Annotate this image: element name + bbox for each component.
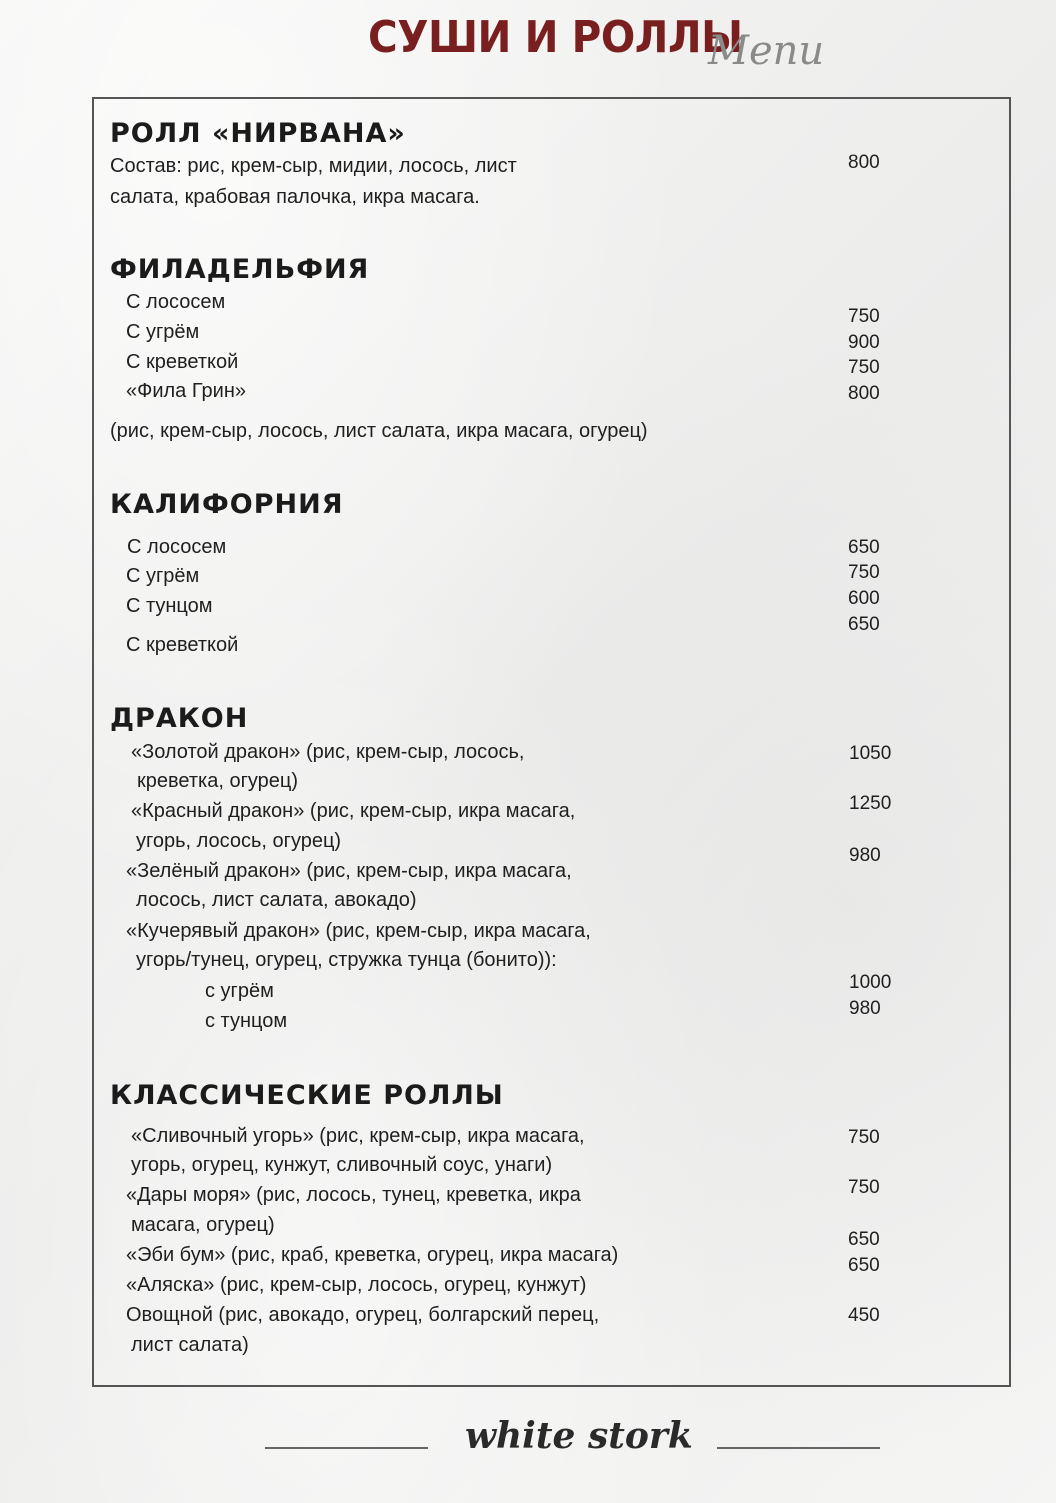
classic-price: 650 [848,1255,880,1276]
california-item: С лососем [127,536,227,558]
dragon-line: лосось, лист салата, авокадо) [136,889,417,911]
california-price: 750 [848,562,880,583]
menu-script-label: Menu [708,28,825,74]
classic-price: 750 [848,1177,880,1198]
philadelphia-note: (рис, крем-сыр, лосось, лист салата, икра масага, огурец) [110,420,648,442]
classic-line: «Сливочный угорь» (рис, крем-сыр, икра масага, [131,1125,585,1147]
philadelphia-item: С угрём [126,321,200,343]
dragon-line: с угрём [205,980,274,1002]
footer-logo-white: white [465,1415,576,1457]
classic-line: «Аляска» (рис, крем-сыр, лосось, огурец, кунжут) [126,1274,587,1296]
classic-price: 650 [848,1229,880,1250]
california-price: 650 [848,614,880,635]
philadelphia-item: С креветкой [126,351,239,373]
dragon-price: 980 [849,845,881,866]
classic-line: «Дары моря» (рис, лосось, тунец, креветка, икра [126,1184,581,1206]
classic-price: 450 [848,1305,880,1326]
classic-line: «Эби бум» (рис, краб, креветка, огурец, икра масага) [126,1244,619,1266]
footer-divider-right [717,1447,880,1449]
dragon-price: 1050 [849,743,892,764]
philadelphia-price: 750 [848,306,880,327]
nirvana-desc-line2: салата, крабовая палочка, икра масага. [110,186,480,208]
section-title-california: КАЛИФОРНИЯ [110,489,344,520]
section-title-classic: КЛАССИЧЕСКИЕ РОЛЛЫ [110,1080,504,1111]
dragon-line: с тунцом [205,1010,288,1032]
dragon-line: «Красный дракон» (рис, крем-сыр, икра масага, [131,800,576,822]
dragon-line: «Зелёный дракон» (рис, крем-сыр, икра масага, [126,860,572,882]
philadelphia-price: 900 [848,332,880,353]
nirvana-desc-line1: Состав: рис, крем-сыр, мидии, лосось, лист [110,155,517,177]
philadelphia-price: 750 [848,357,880,378]
philadelphia-price: 800 [848,383,880,404]
section-title-nirvana: РОЛЛ «НИРВАНА» [110,118,406,149]
classic-line: Овощной (рис, авокадо, огурец, болгарский перец, [126,1304,600,1326]
dragon-price: 1250 [849,793,892,814]
section-title-dragon: ДРАКОН [110,703,249,734]
philadelphia-item: «Фила Грин» [126,380,247,402]
classic-price: 750 [848,1127,880,1148]
page-title: СУШИ И РОЛЛЫ [368,12,743,63]
classic-line: масага, огурец) [131,1214,275,1236]
california-item: С креветкой [126,634,239,656]
dragon-line: «Кучерявый дракон» (рис, крем-сыр, икра масага, [126,920,591,942]
dragon-line: угорь/тунец, огурец, стружка тунца (бонито)): [136,949,557,971]
california-price: 650 [848,537,880,558]
dragon-line: «Золотой дракон» (рис, крем-сыр, лосось, [131,741,525,763]
footer-logo-stork: stork [588,1415,693,1457]
philadelphia-item: С лососем [126,291,226,313]
nirvana-price: 800 [848,152,880,173]
classic-line: угорь, огурец, кунжут, сливочный соус, унаги) [131,1154,553,1176]
dragon-line: креветка, огурец) [137,770,298,792]
footer-divider-left [265,1447,428,1449]
california-price: 600 [848,588,880,609]
dragon-price: 1000 [849,972,892,993]
california-item: С угрём [126,565,200,587]
california-item: С тунцом [126,595,213,617]
dragon-line: угорь, лосось, огурец) [136,830,342,852]
section-title-philadelphia: ФИЛАДЕЛЬФИЯ [110,254,370,285]
dragon-price: 980 [849,998,881,1019]
classic-line: лист салата) [131,1334,249,1356]
